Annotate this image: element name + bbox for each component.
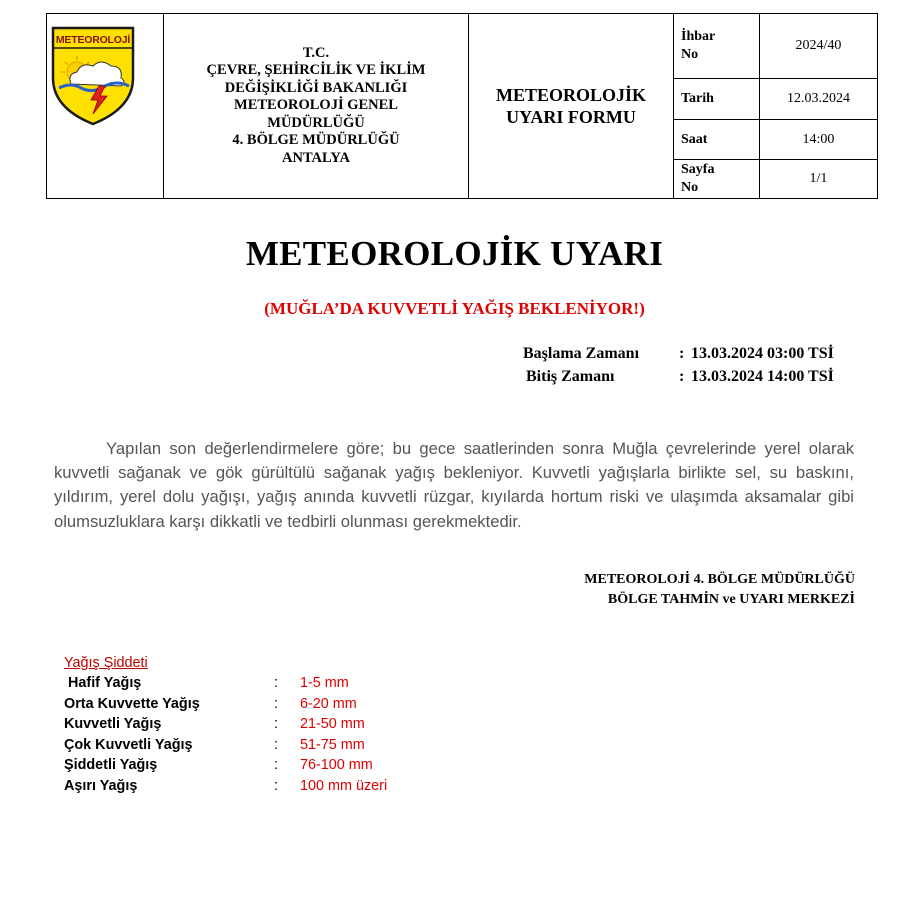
label-line: Saat bbox=[681, 131, 708, 147]
legend-value: 51-75 mm bbox=[300, 736, 365, 753]
form-title bbox=[469, 14, 674, 199]
legend-value: 21-50 mm bbox=[300, 716, 365, 732]
logo-cell bbox=[47, 14, 164, 199]
warning-times bbox=[523, 342, 863, 388]
legend-separator: : bbox=[274, 777, 278, 794]
legend-separator: : bbox=[274, 736, 278, 753]
end-time-value: 13.03.2024 14:00 TSİ bbox=[691, 367, 834, 385]
organization-block bbox=[164, 14, 469, 199]
legend-name: Aşırı Yağış bbox=[64, 777, 138, 794]
signature-line: METEOROLOJİ 4. BÖLGE MÜDÜRLÜĞÜ bbox=[584, 572, 855, 587]
org-line: METEOROLOJİ GENEL bbox=[234, 97, 398, 114]
start-time-separator: : bbox=[679, 344, 685, 362]
legend-name: Hafif Yağış bbox=[68, 675, 142, 691]
end-time-row bbox=[523, 365, 863, 388]
start-time-label: Başlama Zamanı bbox=[523, 344, 640, 362]
org-line: T.C. bbox=[302, 44, 330, 61]
meteoroloji-logo bbox=[51, 26, 135, 126]
label-line: Tarih bbox=[681, 91, 714, 106]
sayfa-no-label bbox=[674, 160, 760, 199]
end-time-label: Bitiş Zamanı bbox=[526, 367, 615, 385]
legend-value: 100 mm üzeri bbox=[300, 777, 388, 794]
org-line: ANTALYA bbox=[282, 149, 350, 166]
warning-subtitle: (MUĞLA’DA KUVVETLİ YAĞIŞ BEKLENİYOR!) bbox=[264, 299, 645, 318]
legend-row bbox=[64, 776, 464, 797]
ihbar-no-label bbox=[674, 14, 760, 79]
sayfa-no-value: 1/1 bbox=[760, 160, 878, 199]
logo-text: METEOROLOJİ bbox=[55, 34, 131, 46]
legend-separator: : bbox=[274, 695, 278, 712]
legend-row bbox=[64, 735, 464, 756]
legend-name: Orta Kuvvette Yağış bbox=[64, 695, 200, 712]
warning-body: Yapılan son değerlendirmelere göre; bu gece saatlerinden sonra Muğla çevrelerinde yerel olarak kuvvetli sağanak ve gök gürültülü sağanak yağış bekleniyor. Kuvvetli yağışlarla birlikte sel, su baskını, yıldırım, yerel dolu yağışı, yağış anında kuvvetli rüzgar, kıyılarda hortum riski ve ulaşımda aksamalar gibi olumsuzluklara karşı dikkatli ve tedbirli olunması gerekmektedir. bbox=[54, 439, 854, 531]
legend-row bbox=[64, 755, 464, 776]
legend-separator: : bbox=[274, 757, 278, 773]
form-title-line: METEOROLOJİK bbox=[495, 85, 647, 105]
warning-title: METEOROLOJİK UYARI bbox=[245, 234, 664, 273]
label-line: No bbox=[681, 180, 699, 195]
start-time-value: 13.03.2024 03:00 TSİ bbox=[691, 344, 834, 362]
legend-row bbox=[64, 714, 464, 735]
ihbar-no-value: 2024/40 bbox=[760, 14, 878, 79]
legend-value: 6-20 mm bbox=[300, 695, 357, 712]
signature-block bbox=[584, 570, 855, 610]
saat-label bbox=[674, 120, 760, 160]
start-time-row bbox=[523, 342, 863, 365]
end-time-separator: : bbox=[679, 367, 685, 385]
org-line: DEĞİŞİKLİĞİ BAKANLIĞI bbox=[224, 79, 408, 96]
label-line: No bbox=[681, 47, 699, 62]
legend-value: 1-5 mm bbox=[300, 675, 349, 691]
tarih-label bbox=[674, 79, 760, 120]
legend-separator: : bbox=[274, 675, 278, 691]
legend-name: Kuvvetli Yağış bbox=[64, 716, 162, 732]
rain-intensity-legend bbox=[64, 653, 464, 796]
legend-separator: : bbox=[274, 716, 278, 732]
legend-name: Çok Kuvvetli Yağış bbox=[64, 736, 193, 753]
header-table bbox=[46, 13, 878, 199]
form-title-line: UYARI FORMU bbox=[506, 107, 636, 127]
org-line: 4. BÖLGE MÜDÜRLÜĞÜ bbox=[232, 132, 400, 149]
org-line: ÇEVRE, ŞEHİRCİLİK VE İKLİM bbox=[206, 62, 426, 79]
label-line: İhbar bbox=[681, 29, 716, 44]
tarih-value: 12.03.2024 bbox=[760, 79, 878, 120]
org-line: MÜDÜRLÜĞÜ bbox=[267, 114, 365, 131]
legend-name: Şiddetli Yağış bbox=[64, 757, 158, 773]
legend-row bbox=[64, 694, 464, 715]
signature-line: BÖLGE TAHMİN ve UYARI MERKEZİ bbox=[607, 592, 855, 607]
label-line: Sayfa bbox=[681, 162, 715, 177]
legend-row bbox=[64, 673, 464, 694]
legend-value: 76-100 mm bbox=[300, 757, 373, 773]
saat-value: 14:00 bbox=[760, 120, 878, 160]
legend-title: Yağış Şiddeti bbox=[64, 655, 148, 671]
